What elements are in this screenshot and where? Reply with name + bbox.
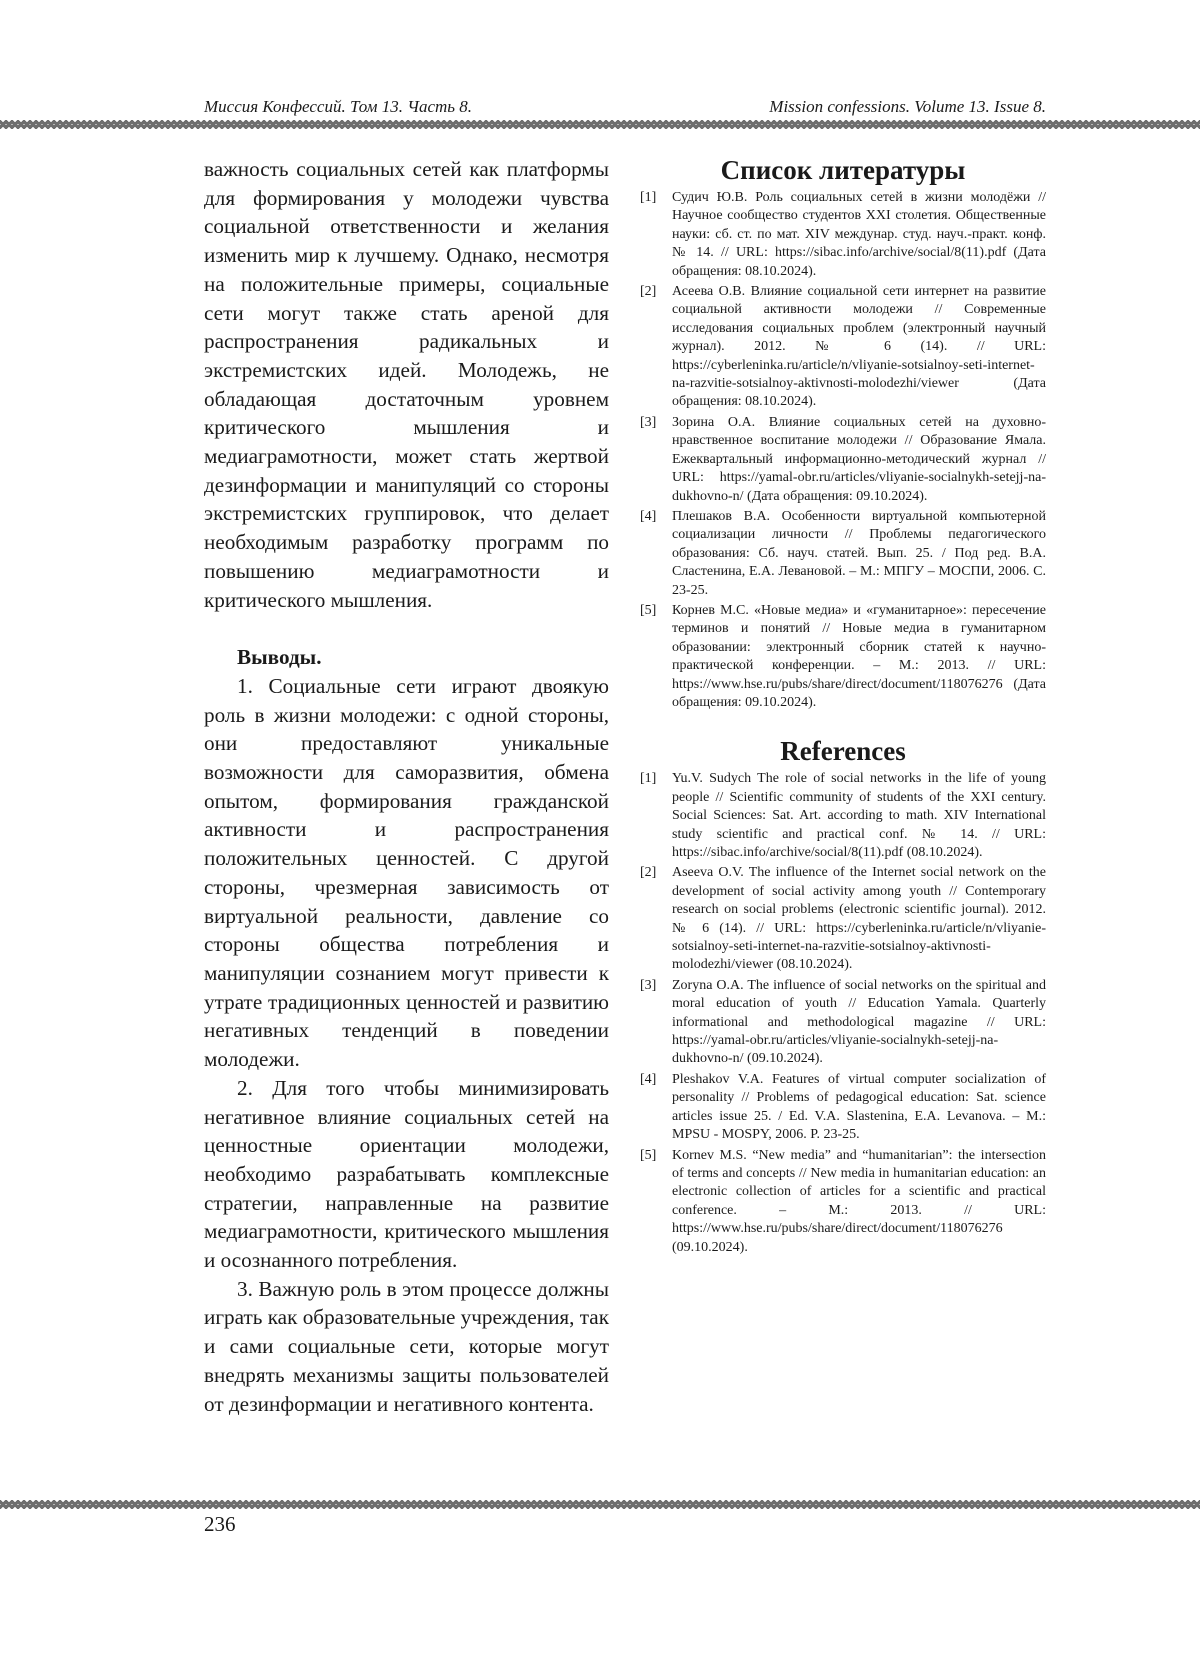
conclusion-item-3: 3. Важную роль в этом процессе должны играть как образовательные учреждения, так и сами социальные сети, которые могут внедрять механизмы защиты пользователей от дезинформации и негативного контента.	[204, 1276, 609, 1416]
footer-ornament-border	[0, 1500, 1200, 1509]
reference-item	[640, 977, 1046, 1069]
reference-item	[640, 770, 1046, 862]
reference-item	[640, 508, 1046, 600]
reference-text: Pleshakov V.A. Features of virtual computer socialization of personality // Problems of pedagogical education: Sat. science articles issue 25. / Ed. V.A. Slastenina, E.A. Levanova. – M.: MPSU - MOSPY, 2006. P. 23-25.	[672, 1071, 1046, 1143]
reference-text: Yu.V. Sudych The role of social networks in the life of young people // Scientific community of students of the XXI century. Social Sciences: Sat. Art. according to math. XIV International study scientific and practical conf. № 14. // URL: https://sibac.info/archive/social/8(11).pdf (08.10.2024).	[672, 771, 1046, 860]
reference-number: [3]	[640, 977, 657, 993]
body-paragraph: важность социальных сетей как платформы для формирования у молодежи чувства социальной ответственности и желания изменить мир к лучшему. Однако, несмотря на положительные примеры, социальные сети могут также стать ареной для распространения радикальных и экстремистских идей. Молодежь, не обладающая достаточным уровнем критического мышления и медиаграмотности, может стать жертвой дезинформации и манипуляций со стороны экстремистских группировок, что делает необходимым разработку программ по повышению медиаграмотности и критического мышления.	[204, 157, 609, 612]
reference-number: [2]	[640, 865, 657, 881]
reference-text: Плешаков В.А. Особенности виртуальной компьютерной социализации личности // Проблемы педагогического образования: Сб. науч. статей. Вып. 25. / Под ред. В.А. Сластенина, Е.А. Левановой. – М.: МПГУ – МОСПИ, 2006. С. 23-25.	[672, 508, 1046, 598]
reference-number: [5]	[640, 602, 657, 618]
reference-list-ru	[640, 189, 1046, 712]
reference-number: [2]	[640, 284, 657, 300]
page-number: 236	[204, 1512, 236, 1536]
reference-list-en	[640, 770, 1046, 1257]
reference-text: Kornev M.S. “New media” and “humanitarian”: the intersection of terms and concepts // New media in humanitarian education: an electronic collection of articles for a scientific and practical conference. – M.: 2013. // URL: https://www.hse.ru/pubs/share/direct/document/118076276 (09.10.2024).	[672, 1147, 1046, 1255]
conclusions-heading: Выводы.	[237, 645, 322, 670]
reference-item	[640, 864, 1046, 974]
conclusion-item-2: 2. Для того чтобы минимизировать негативное влияние социальных сетей на ценностные ориентации молодежи, необходимо разрабатывать комплексные стратегии, направленные на развитие медиаграмотности, критического мышления и осознанного потребления.	[204, 1075, 609, 1273]
bibliography-title-ru: Список литературы	[720, 155, 966, 185]
reference-number: [1]	[640, 771, 657, 787]
reference-item	[640, 1147, 1046, 1257]
journal-title-ru: Миссия Конфессий. Том 13. Часть 8.	[204, 97, 473, 116]
reference-number: [3]	[640, 414, 657, 430]
reference-item	[640, 189, 1046, 281]
reference-item	[640, 602, 1046, 712]
running-header	[204, 97, 1046, 119]
conclusion-item-1: 1. Социальные сети играют двоякую роль в жизни молодежи: с одной стороны, они предоставляют уникальные возможности для саморазвития, обмена опытом, формирования гражданской активности и распространения положительных ценностей. С другой стороны, чрезмерная зависимость от виртуальной реальности, давление со стороны общества потребления и манипуляции сознанием могут привести к утрате традиционных ценностей и развитию негативных тенденций в поведении молодежи.	[204, 673, 609, 1072]
reference-text: Aseeva O.V. The influence of the Internet social network on the development of social activity among youth // Contemporary research on social problems (electronic scientific journal). 2012. № 6 (14). // URL: https://cyberleninka.ru/article/n/vliyanie-sotsialnoy-seti-internet-na-razvitie-sotsialnoy-aktivnosti-molodezhi/viewer (08.10.2024).	[672, 865, 1046, 973]
reference-number: [5]	[640, 1147, 657, 1163]
reference-number: [4]	[640, 508, 657, 524]
bibliography-column	[640, 153, 1046, 1259]
header-ornament-border	[0, 120, 1200, 129]
reference-text: Корнев М.С. «Новые медиа» и «гуманитарное»: пересечение терминов и понятий // Новые медиа в гуманитарном образовании: электронный сборник статей к научно-практической конференции. – М.: 2013. // URL: https://www.hse.ru/pubs/share/direct/document/118076276 (Дата обращения: 09.10.2024).	[672, 602, 1046, 710]
reference-item	[640, 1071, 1046, 1145]
references-title-en: References	[780, 736, 906, 767]
reference-item	[640, 283, 1046, 412]
main-text-column	[204, 155, 609, 1418]
reference-number: [4]	[640, 1071, 657, 1087]
paragraph-spacer	[204, 614, 609, 643]
reference-text: Асеева О.В. Влияние социальной сети интернет на развитие социальной активности молодежи // Современные исследования социальных проблем (электронный научный журнал). 2012. № 6 (14). // URL: https://cyberleninka.ru/article/n/vliyanie-sotsialnoy-seti-internet-na-razvitie-sotsialnoy-aktivnosti-molodezhi/viewer (Дата обращения: 08.10.2024).	[672, 284, 1046, 410]
reference-text: Зорина О.А. Влияние социальных сетей на духовно-нравственное воспитание молодежи // Образование Ямала. Ежеквартальный информационно-методический журнал // URL: https://yamal-obr.ru/articles/vliyanie-socialnykh-setejj-na-dukhovno-n/ (Дата обращения: 09.10.2024).	[672, 414, 1046, 504]
reference-item	[640, 414, 1046, 506]
reference-text: Zoryna O.A. The influence of social networks on the spiritual and moral education of youth // Education Yamala. Quarterly informational and methodological magazine // URL: https://yamal-obr.ru/articles/vliyanie-socialnykh-setejj-na-dukhovno-n/ (09.10.2024).	[672, 977, 1046, 1067]
journal-title-en: Mission confessions. Volume 13. Issue 8.	[769, 97, 1046, 116]
reference-number: [1]	[640, 190, 657, 205]
reference-text: Судич Ю.В. Роль социальных сетей в жизни молодёжи // Научное сообщество студентов XXI столетия. Общественные науки: сб. ст. по мат. XIV междунар. студ. науч.-практ. конф. № 14. // URL: https://sibac.info/archive/social/8(11).pdf (Дата обращения: 08.10.2024).	[672, 190, 1046, 279]
